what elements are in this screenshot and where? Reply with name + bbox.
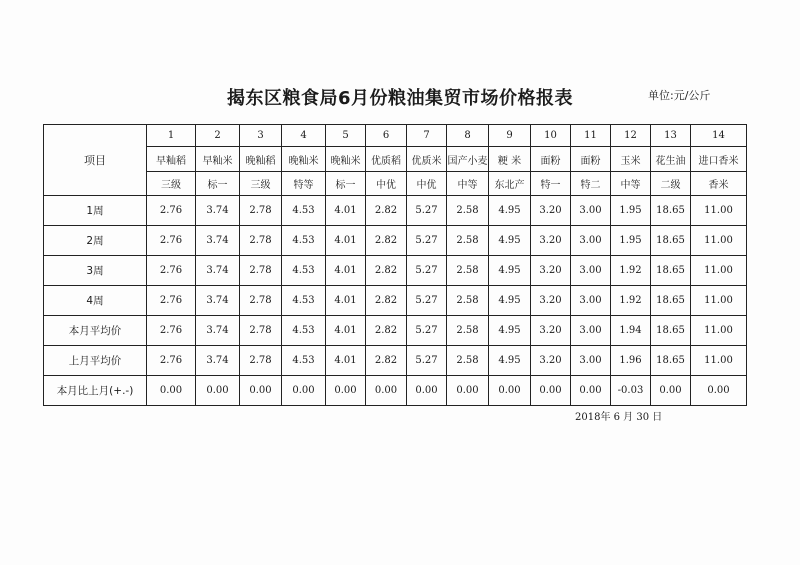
price-cell: 1.92 xyxy=(611,286,651,316)
report-date: 2018年 6 月 30 日 xyxy=(575,412,663,423)
price-cell: 4.01 xyxy=(326,226,366,256)
price-cell: 2.76 xyxy=(147,286,196,316)
price-cell: 3.74 xyxy=(196,256,240,286)
price-cell: 11.00 xyxy=(691,256,747,286)
price-cell: 4.95 xyxy=(489,256,531,286)
price-cell: 5.27 xyxy=(407,346,447,376)
table-row xyxy=(44,196,747,226)
price-cell: 3.74 xyxy=(196,196,240,226)
price-cell: 0.00 xyxy=(571,376,611,406)
price-cell: 5.27 xyxy=(407,256,447,286)
price-cell: 3.20 xyxy=(531,316,571,346)
price-cell: 1.92 xyxy=(611,256,651,286)
price-cell: 3.00 xyxy=(571,196,611,226)
column-grade: 三级 xyxy=(240,172,282,196)
row-label: 1周 xyxy=(44,196,147,226)
price-cell: 5.27 xyxy=(407,286,447,316)
price-cell: 4.53 xyxy=(282,346,326,376)
column-grade: 香米 xyxy=(691,172,747,196)
price-cell: 4.53 xyxy=(282,256,326,286)
price-cell: 1.94 xyxy=(611,316,651,346)
price-cell: 11.00 xyxy=(691,196,747,226)
price-cell: 1.95 xyxy=(611,226,651,256)
price-cell: 2.78 xyxy=(240,346,282,376)
price-cell: 2.82 xyxy=(366,196,407,226)
column-grade: 特一 xyxy=(531,172,571,196)
column-number: 12 xyxy=(611,125,651,147)
column-grade: 二级 xyxy=(651,172,691,196)
column-number: 11 xyxy=(571,125,611,147)
price-cell: 4.01 xyxy=(326,196,366,226)
column-product-name: 玉米 xyxy=(611,147,651,172)
row-label: 2周 xyxy=(44,226,147,256)
column-number: 2 xyxy=(196,125,240,147)
row-label: 4周 xyxy=(44,286,147,316)
column-product-name: 面粉 xyxy=(531,147,571,172)
price-cell: 18.65 xyxy=(651,316,691,346)
price-cell: 2.58 xyxy=(447,316,489,346)
price-cell: 2.58 xyxy=(447,346,489,376)
column-grade: 中优 xyxy=(407,172,447,196)
column-number: 1 xyxy=(147,125,196,147)
price-cell: 11.00 xyxy=(691,346,747,376)
price-cell: 0.00 xyxy=(691,376,747,406)
column-product-name: 花生油 xyxy=(651,147,691,172)
price-cell: 3.74 xyxy=(196,316,240,346)
price-cell: 4.53 xyxy=(282,196,326,226)
header-number-row xyxy=(44,125,747,147)
price-cell: 0.00 xyxy=(196,376,240,406)
price-cell: 0.00 xyxy=(531,376,571,406)
table-row xyxy=(44,346,747,376)
row-label: 本月比上月(+.-) xyxy=(44,376,147,406)
column-number: 10 xyxy=(531,125,571,147)
column-product-name: 优质稻 xyxy=(366,147,407,172)
price-cell: 3.00 xyxy=(571,286,611,316)
table-row xyxy=(44,226,747,256)
price-cell: 2.82 xyxy=(366,256,407,286)
price-cell: 2.58 xyxy=(447,196,489,226)
price-cell: 18.65 xyxy=(651,286,691,316)
table-row xyxy=(44,316,747,346)
column-product-name: 进口香米 xyxy=(691,147,747,172)
column-number: 4 xyxy=(282,125,326,147)
price-cell: 4.95 xyxy=(489,346,531,376)
price-cell: 3.20 xyxy=(531,226,571,256)
price-table xyxy=(43,124,747,406)
unit-label: 单位:元/公斤 xyxy=(648,89,711,102)
column-number: 13 xyxy=(651,125,691,147)
column-grade: 中优 xyxy=(366,172,407,196)
column-grade: 特二 xyxy=(571,172,611,196)
price-cell: 2.78 xyxy=(240,226,282,256)
price-cell: 0.00 xyxy=(447,376,489,406)
price-cell: 4.53 xyxy=(282,316,326,346)
table-row xyxy=(44,256,747,286)
price-cell: 0.00 xyxy=(489,376,531,406)
price-cell: 2.76 xyxy=(147,256,196,286)
price-cell: 5.27 xyxy=(407,316,447,346)
price-cell: 18.65 xyxy=(651,256,691,286)
price-cell: 2.58 xyxy=(447,286,489,316)
price-cell: 2.82 xyxy=(366,346,407,376)
header-name-row xyxy=(44,147,747,172)
price-cell: 18.65 xyxy=(651,346,691,376)
price-cell: 3.00 xyxy=(571,226,611,256)
price-cell: 0.00 xyxy=(407,376,447,406)
price-cell: 2.78 xyxy=(240,286,282,316)
price-cell: 2.76 xyxy=(147,346,196,376)
price-cell: 3.20 xyxy=(531,256,571,286)
column-grade: 特等 xyxy=(282,172,326,196)
price-cell: 5.27 xyxy=(407,196,447,226)
column-product-name: 晚籼米 xyxy=(326,147,366,172)
price-cell: 11.00 xyxy=(691,226,747,256)
column-grade: 三级 xyxy=(147,172,196,196)
price-cell: 4.95 xyxy=(489,196,531,226)
price-cell: 1.95 xyxy=(611,196,651,226)
column-product-name: 粳 米 xyxy=(489,147,531,172)
column-product-name: 面粉 xyxy=(571,147,611,172)
item-header-cell: 项目 xyxy=(44,125,147,196)
price-cell: 4.95 xyxy=(489,286,531,316)
price-cell: 2.82 xyxy=(366,286,407,316)
price-cell: 3.74 xyxy=(196,226,240,256)
price-cell: 0.00 xyxy=(326,376,366,406)
price-cell: 4.01 xyxy=(326,286,366,316)
price-cell: 11.00 xyxy=(691,286,747,316)
price-cell: 2.78 xyxy=(240,316,282,346)
price-cell: 3.00 xyxy=(571,316,611,346)
price-cell: 5.27 xyxy=(407,226,447,256)
column-number: 5 xyxy=(326,125,366,147)
column-number: 3 xyxy=(240,125,282,147)
price-cell: 0.00 xyxy=(651,376,691,406)
column-grade: 中等 xyxy=(611,172,651,196)
column-number: 6 xyxy=(366,125,407,147)
header-grade-row xyxy=(44,172,747,196)
column-grade: 东北产 xyxy=(489,172,531,196)
price-cell: 3.00 xyxy=(571,346,611,376)
column-product-name: 晚籼稻 xyxy=(240,147,282,172)
row-label: 本月平均价 xyxy=(44,316,147,346)
price-cell: 0.00 xyxy=(366,376,407,406)
column-product-name: 早籼稻 xyxy=(147,147,196,172)
price-cell: 3.00 xyxy=(571,256,611,286)
price-cell: 2.58 xyxy=(447,226,489,256)
column-product-name: 早籼米 xyxy=(196,147,240,172)
price-cell: 0.00 xyxy=(147,376,196,406)
price-cell: 2.82 xyxy=(366,226,407,256)
column-product-name: 国产小麦 xyxy=(447,147,489,172)
price-cell: 3.74 xyxy=(196,286,240,316)
price-cell: 18.65 xyxy=(651,226,691,256)
price-cell: 18.65 xyxy=(651,196,691,226)
row-label: 3周 xyxy=(44,256,147,286)
column-number: 8 xyxy=(447,125,489,147)
price-cell: 2.78 xyxy=(240,256,282,286)
price-cell: 4.95 xyxy=(489,226,531,256)
price-cell: 0.00 xyxy=(240,376,282,406)
column-number: 9 xyxy=(489,125,531,147)
price-cell: 3.74 xyxy=(196,346,240,376)
column-grade: 中等 xyxy=(447,172,489,196)
price-cell: 4.53 xyxy=(282,286,326,316)
column-grade: 标一 xyxy=(326,172,366,196)
column-number: 14 xyxy=(691,125,747,147)
price-cell: 3.20 xyxy=(531,286,571,316)
report-title: 揭东区粮食局6月份粮油集贸市场价格报表 xyxy=(226,88,574,109)
price-cell: 4.01 xyxy=(326,346,366,376)
price-cell: 2.82 xyxy=(366,316,407,346)
price-cell: 2.58 xyxy=(447,256,489,286)
column-number: 7 xyxy=(407,125,447,147)
price-cell: 4.01 xyxy=(326,316,366,346)
price-cell: -0.03 xyxy=(611,376,651,406)
column-grade: 标一 xyxy=(196,172,240,196)
price-cell: 2.78 xyxy=(240,196,282,226)
price-cell: 4.01 xyxy=(326,256,366,286)
price-cell: 2.76 xyxy=(147,196,196,226)
price-cell: 2.76 xyxy=(147,316,196,346)
price-cell: 0.00 xyxy=(282,376,326,406)
price-cell: 11.00 xyxy=(691,316,747,346)
price-cell: 4.53 xyxy=(282,226,326,256)
price-cell: 4.95 xyxy=(489,316,531,346)
column-product-name: 优质米 xyxy=(407,147,447,172)
price-cell: 3.20 xyxy=(531,346,571,376)
table-row xyxy=(44,286,747,316)
price-cell: 1.96 xyxy=(611,346,651,376)
table-row xyxy=(44,376,747,406)
price-cell: 2.76 xyxy=(147,226,196,256)
price-cell: 3.20 xyxy=(531,196,571,226)
column-product-name: 晚籼米 xyxy=(282,147,326,172)
row-label: 上月平均价 xyxy=(44,346,147,376)
